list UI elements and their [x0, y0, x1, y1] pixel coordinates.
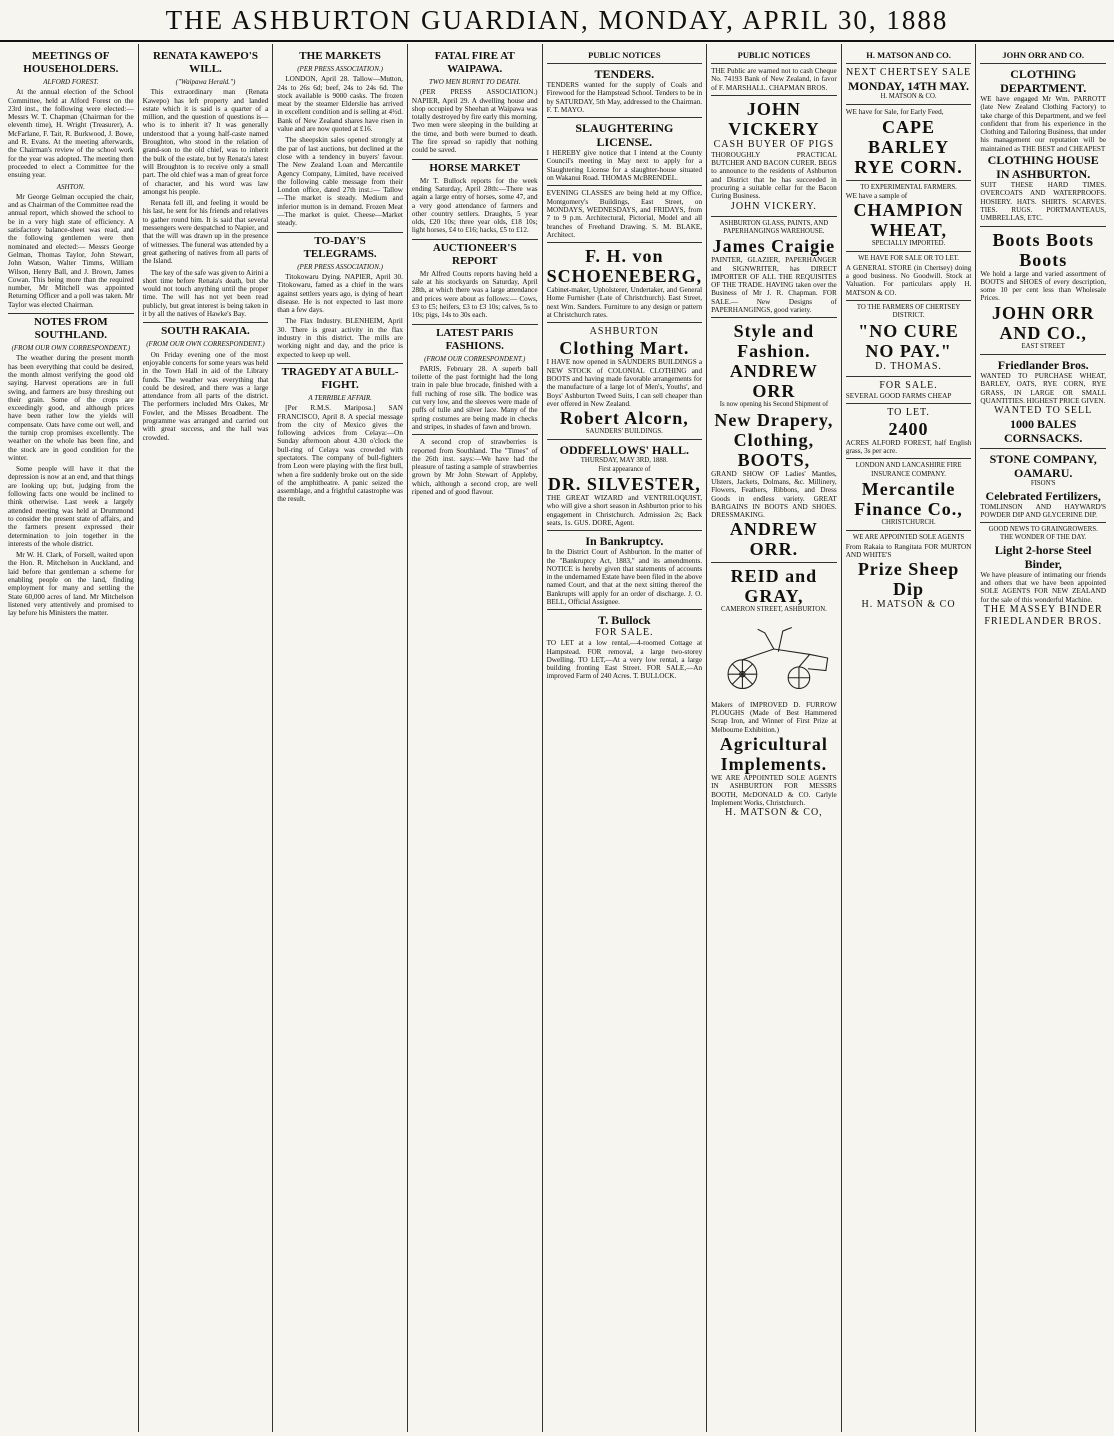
ad-signature: JOHN VICKERY. — [730, 200, 817, 212]
ad-title: LONDON AND LANCASHIRE FIRE INSURANCE COMPANY. — [855, 462, 962, 478]
ad-title: FOR SALE. — [879, 379, 938, 391]
ad-subtitle: EAST STREET — [1021, 342, 1065, 350]
ad-name: JOHN ORR AND CO., — [991, 302, 1095, 343]
advertisement — [547, 322, 703, 436]
article-title: AUCTIONEER'S REPORT — [412, 239, 538, 268]
ad-name: REID and GRAY, — [730, 566, 818, 607]
ad-name: DR. SILVESTER, — [547, 474, 701, 495]
ad-list: SUIT THESE HARD TIMES. OVERCOATS AND WATERPROOFS. HOSIERY. HATS. SHIRTS. SCARVES. TIES. RUGS. PORTMANTEAUS, UMBRELLAS, ETC. — [980, 181, 1107, 223]
ad-name: James Craigie — [712, 236, 836, 257]
article-paragraph: Mr George Gelman occupied the chair, and as Chairman of the Committee read the annual report, which showed the school to be in a very high state of efficiency. A satisfactory balance-sheet was read, and the following gentlemen were then nominated and elected:— Messrs George Gelman, Thomas Taylor, John Stewart, John Watson, Walter Timms, William Wilson, Henry Ball, and J. Brown, James Cowan. This being more than the required number, Mr Mitchell was appointed Returning Officer and a poll was taken. Mr Taylor was elected Chairman. — [8, 192, 134, 309]
ad-subtitle: CAMERON STREET, ASHBURTON. — [720, 606, 827, 614]
ad-body: SEVERAL GOOD FARMS CHEAP — [845, 391, 952, 400]
ad-big-text: CHAMPION WHEAT, — [853, 200, 964, 241]
ad-title: Clothing Mart. — [559, 338, 690, 359]
advertisement — [846, 403, 972, 456]
ad-subtitle: SPECIALLY IMPORTED. — [871, 240, 946, 248]
column-2 — [139, 44, 274, 1432]
ad-body: WE have a sample of — [845, 191, 908, 200]
ad-title: TO LET. — [887, 406, 930, 418]
article-paragraph: LONDON, April 28. Tallow—Mutton, 24s to 26s 6d; beef, 24s to 24s 6d. The stock available is 9000 casks. The frozen meat by the steamer Elderslie has arrived in excellent condition and is selling at 4½d. Bank of New Zealand shares have risen in value and are now quoted at £16. — [277, 75, 403, 134]
ad-header: T. Bullock — [598, 613, 651, 628]
advertisement — [547, 63, 703, 114]
article-paragraph: [Per R.M.S. Mariposa.] SAN FRANCISCO, April 8. A special message from the city of Mexico gives the following advices from Celaya:—On Sunday afternoon about 4.30 o'clock the bull-ring of Celaya was crowded with spectators. The company of bull-fighters from Leon were playing with the first bull, when a fire suddenly broke out on the side of the amphitheatre. A panic seized the assemblage, and a frightful catastrophe was the result. — [277, 404, 403, 504]
article-paragraph: Renata fell ill, and feeling it would be his last, he sent for his friends and relatives to gather round him. It is said that several messengers were despatched to Napier, and that the will was drawn up in the presence of witnesses. The funeral was attended by a great gathering of natives from all parts of the Island. — [142, 199, 269, 266]
article-paragraph: Mr W. H. Clark, of Forsell, waited upon the Hon. R. Mitchelson in Auckland, and laid before that gentleman a scheme for enabling people on the land, finding employment for many and settling the State 60,000 acres of land. Mr Mitchelson listened very attentively and promised to lay before his Ministers the matter. — [8, 551, 134, 618]
column-1 — [4, 44, 139, 1432]
ad-body: I HAVE now opened in SAUNDERS BUILDINGS a NEW STOCK of COLONIAL CLOTHING and BOOTS and having made favorable arrangements for the manufacture of a large lot of Men's, Youths', and Boys' Ashburton Tweed Suits, I can sell cheaper than ever offered in New Zealand. — [546, 358, 703, 408]
ad-big-number: 2400 — [888, 418, 929, 439]
column-8 — [976, 44, 1110, 1432]
article-paragraph: PARIS, February 28. A superb ball toilette of the past fortnight had the long train in pale blue brocade, finished with a full ruching of rose silk. The bodice was cut very low, and the sleeves were made of puffs of tulle and silver lace. Many of the spring costumes are being made in checks and stripes, in shades of fawn and brown. — [411, 364, 538, 431]
ad-big-text: STONE COMPANY, OAMARU. — [989, 452, 1097, 481]
ad-title: GOOD NEWS TO GRAINGROWERS. — [988, 526, 1098, 534]
column-7 — [842, 44, 977, 1432]
article-title: THE MARKETS — [299, 50, 381, 62]
ad-big-text: 1000 BALES CORNSACKS. — [1004, 417, 1083, 446]
ad-name: F. H. von SCHOENEBERG, — [546, 246, 703, 287]
ad-big-text: Celebrated Fertilizers, — [985, 488, 1101, 503]
article-title: HORSE MARKET — [412, 159, 538, 175]
ad-body: GRAND SHOW OF Ladies' Mantles, Ulsters, Jackets, Dolmans, &c. Millinery, Flowers, Feathers, Ribbons, and Dress Goods in endless variety. GREAT BARGAINS IN BOOTS AND SHOES. DRESSMAKING. — [711, 469, 837, 520]
ad-body: WANTED TO PURCHASE WHEAT, BARLEY, OATS, RYE CORN, RYE GRASS, IN LARGE OR SMALL QUANTITIES. HIGHEST PRICE GIVEN. — [980, 372, 1107, 405]
article-title: RENATA KAWEPO'S WILL. — [152, 50, 258, 75]
article-paragraph: A second crop of strawberries is reported from Southland. The "Times" of the 26th inst. says:—We have had the pleasure of tasting a sample of strawberries grown by Mr John Stewart of Appleby, which, although a second crop, are well ripened and of good flavour. — [411, 438, 538, 496]
ad-signature: SAUNDERS' BUILDINGS. — [585, 428, 663, 436]
advertisement — [711, 216, 837, 315]
ad-top: ASHBURTON — [589, 326, 659, 338]
ad-big-text: New Drapery, — [714, 409, 834, 430]
article-subtitle: ASHTON. — [56, 182, 85, 191]
advertisement — [980, 354, 1106, 445]
ad-big-text: THE MASSEY BINDER — [983, 603, 1103, 615]
article-paragraph: The Flax Industry. BLENHEIM, April 30. There is great activity in the flax industry in this district. The mills are working night and day, and the price is expected to keep up well. — [277, 317, 403, 359]
columns — [4, 44, 1110, 1432]
advertisement — [846, 300, 972, 373]
ad-signature: H. MATSON & CO, — [725, 807, 823, 819]
ad-title: CLOTHING DEPARTMENT. — [1000, 67, 1087, 95]
article-title: TRAGEDY AT A BULL-FIGHT. — [277, 363, 403, 392]
article-paragraph: On Friday evening one of the most enjoyable concerts for some years was held in the Town Hall in aid of the Library funds. The weather was everything that could be desired, and there was a large attendance from all parts of the district. The performers included Mrs Oakes, Mr Fowler, and the Misses Broadbent. The programme was arranged and carried out with great success, and the hall was crowded. — [142, 350, 269, 442]
ad-body: Cabinet-maker, Upholsterer, Undertaker, and General Home Furnisher (Late of Christchurch). East Street, next Wm. Sanders. Furniture to any design or pattern at Christchurch rates. — [546, 286, 703, 320]
ad-title: ASHBURTON GLASS, PAINTS, AND PAPERHANGINGS WAREHOUSE. — [719, 219, 829, 235]
ad-title: SLAUGHTERING LICENSE. — [575, 121, 674, 150]
ad-big-text: Agricultural Implements. — [719, 733, 828, 774]
ad-title: TO THE FARMERS OF CHERTSEY DISTRICT. — [856, 303, 961, 320]
ad-header: In Bankruptcy. — [585, 534, 664, 549]
advertisement — [547, 609, 703, 680]
ad-big-text: BOOTS, — [737, 449, 811, 470]
ad-subtitle: First appearance of — [598, 465, 651, 473]
ad-signature: FRIEDLANDER BROS. — [984, 615, 1102, 627]
advertisement — [711, 317, 837, 559]
ad-body: We hold a large and varied assortment of BOOTS and SHOES of every description, some 10 per cent less than Wholesale Prices. — [980, 269, 1107, 303]
column-header: PUBLIC NOTICES — [588, 50, 661, 60]
ad-body: In the District Court of Ashburton. In the matter of the "Bankruptcy Act, 1883," and its amendments. NOTICE is hereby given that statements of accounts in the undernamed Estate have been filed in the above named Court, and that at the next sitting thereof the Bankrupts will apply for an order of discharge. J. O. BELL, Official Assignee. — [546, 548, 703, 606]
ad-subtitle: Is now opening his Second Shipment of — [719, 401, 829, 409]
article-subtitle: (FROM OUR OWN CORRESPONDENT.) — [11, 344, 131, 353]
ad-date: THURSDAY, MAY 3RD, 1888. — [580, 457, 668, 465]
ad-title: Style and Fashion. — [733, 321, 815, 362]
ad-body: THE Public are warned not to cash Cheque No. 74193 Bank of New Zealand, in favor of F. MARSHALL. CHAPMAN BROS. — [711, 67, 837, 92]
article-paragraph: The sheepskin sales opened strongly at the par of last auctions, but declined at the close with a tendency in buyers' favour. The New Zealand Loan and Mercantile Agency Company, Limited, have received the following cable message from their London office, dated 27th inst.:— Tallow—The market is steady. Medium and inferior mutton is in demand. Frozen Meat—The market is quiet. Cheese—Market steady. — [277, 136, 403, 228]
ad-header: Friedlander Bros. — [997, 358, 1089, 373]
advertisement — [547, 439, 703, 527]
ad-title: WANTED TO SELL — [994, 405, 1093, 417]
article-subtitle: A TERRIBLE AFFAIR. — [308, 393, 372, 402]
article-paragraph: (PER PRESS ASSOCIATION.) NAPIER, April 29. A dwelling house and shop occupied by Sheehan at Waipawa was totally destroyed by fire early this morning. Two men were sleeping in the building at the time, and both were burned to death. The fire spread so rapidly that nothing could be saved. — [411, 88, 538, 155]
ad-body: PAINTER, GLAZIER, PAPERHANGER and SIGNWRITER, has DIRECT IMPORTER OF ALL THE REQUISITES OF THE TRADE. HAVING taken over the Business of Mr J. R. Chapman. FOR SALE.— New Designs of PAPERHANGINGS, good variety. — [711, 256, 837, 315]
ad-signature: H. MATSON & CO. — [880, 93, 937, 100]
article-paragraph: The key of the safe was given to Airini a short time before Renata's death, but she would not touch anything until the proper time. The will has not yet been read publicly, but great interest is being taken in it by all the natives of Hawke's Bay. — [142, 268, 269, 319]
article-paragraph: The weather during the present month has been everything that could be desired, the month almost verifying the good old saying. Harvest operations are in full swing, and farmers are busy threshing out their grain. Some of the crops are exceedingly good, and although prices have been rather low the yields will compensate. Oats have come out well, and the turnip crop promises excellently. The weather on the whole has been fine, and the stock are in good condition for the winter. — [8, 354, 134, 462]
article-subtitle: (FROM OUR OWN CORRESPONDENT.) — [146, 340, 265, 349]
ad-body: TENDERS wanted for the supply of Coals and Firewood for the Hampstead School. Tenders to be in by SATURDAY, 5th May, addressed to the Chairman. F. T. MAYO. — [546, 81, 703, 114]
column-6 — [707, 44, 842, 1432]
advertisement — [846, 104, 972, 176]
column-4 — [408, 44, 543, 1432]
advertisement — [547, 530, 703, 606]
ad-name: ANDREW ORR — [729, 361, 818, 402]
ad-body: We have pleasure of intimating our friends and others that we have been appointed SOLE AGENTS FOR NEW ZEALAND for the sale of this wonderful Machine. — [980, 570, 1107, 604]
ad-signature: ANDREW ORR. — [729, 519, 818, 560]
article-title: TO-DAY'S TELEGRAMS. — [277, 232, 403, 261]
ad-body: From Rakaia to Rangitata FOR MURTON AND WHITE'S — [845, 542, 972, 559]
ad-big-text: Prize Sheep Dip — [857, 559, 960, 600]
article-subtitle: ALFORD FOREST. — [43, 78, 99, 86]
article-paragraph: At the annual election of the School Committee, held at Alford Forest on the 23rd inst., the following were elected:— Messrs W. T. Chapman (Chairman for the eleventh time), H. Wright (Treasurer), A. McFarlane, F. Tait, R. Burkwood, J. Bowe, and R. Evans. At the meeting afterwards, the Chairman's review of the school work for the year was adopted. The meeting then proceeded to elect a Committee for the ensuing year. — [8, 88, 134, 180]
ad-big-text: CLOTHING HOUSE IN ASHBURTON. — [987, 153, 1099, 182]
advertisement — [711, 562, 837, 819]
ad-subtitle: CHRISTCHURCH. — [881, 519, 936, 527]
column-5 — [543, 44, 708, 1432]
ad-body: I HEREBY give notice that I intend at the County Council's meeting in May next to apply for a Slaughtering License for a slaughter-house situated on Wakanui Road. THOMAS McBRENDEL. — [546, 149, 703, 183]
article-subtitle: (PER PRESS ASSOCIATION.) — [297, 65, 383, 73]
ad-body: TOMLINSON AND HAYWARD'S POWDER DIP AND GLYCERINE DIP. — [980, 502, 1107, 519]
advertisement — [980, 226, 1106, 351]
advertisement — [711, 63, 837, 92]
advertisement — [547, 185, 703, 239]
ad-body: Makers of IMPROVED D. FURROW PLOUGHS (Made of Best Hammered Scrap Iron, and Winner of First Prize at Melbourne Exhibition.) — [711, 700, 837, 734]
ad-title: WE HAVE FOR SALE OR TO LET. — [858, 255, 959, 263]
advertisement — [980, 63, 1106, 223]
plough-illustration — [711, 618, 837, 698]
ad-name: JOHN VICKERY — [728, 98, 820, 139]
article-paragraph: Some people will have it that the depression is now at an end, and that things are looking up; but, judging from the following facts one would be inclined to think otherwise. Last week a largely attended meeting was held at Drummond to consider the present state of affairs, and the farmers present expressed their determination to join together in the interests of the whole district. — [8, 465, 134, 548]
ad-big-text: CAPE BARLEY — [868, 116, 950, 157]
article-title: LATEST PARIS FASHIONS. — [412, 324, 538, 353]
advertisement — [846, 63, 972, 101]
ad-big-text: Boots Boots Boots — [992, 229, 1094, 270]
advertisement — [980, 448, 1106, 519]
ad-title: TENDERS. — [594, 67, 655, 81]
ad-name: Robert Alcorn, — [559, 408, 689, 429]
article-title: SOUTH RAKAIA. — [143, 322, 269, 338]
article-subtitle: (FROM OUR CORRESPONDENT.) — [424, 354, 526, 363]
ad-body: WE have for Sale, for Early Feed, — [845, 108, 944, 117]
ad-body: ACRES ALFORD FOREST, half English grass, 3s per acre. — [845, 438, 972, 456]
article-subtitle: ("Waipawa Herald.") — [175, 78, 236, 86]
advertisement — [547, 117, 703, 182]
ad-body: EVENING CLASSES are being held at my Office, Montgomery's Buildings, East Street, on MONDAYS, WEDNESDAYS, and FRIDAYS, from 7 to 9 p.m. Architectural, Pictorial, Model and all branches of Freehand Drawing. S. M. BLAKE, Architect. — [546, 189, 703, 239]
article-paragraph: This extraordinary man (Renata Kawepo) has left property and landed estate which it is said is a quarter of a million, and the question of questions is—who is to inherit it? It was generally understood that a young half-caste named Broughton, who stood in the relation of grand-son to the old chief, was to inherit the bulk of the estate, but by Renata's latest will Broughton is to receive only a small part. The old chief was a man of great force of character, and his word was law amongst his people. — [142, 88, 269, 196]
advertisement — [547, 242, 703, 319]
article-paragraph: Titokowaru Dying. NAPIER, April 30. Titokowaru, famed as a chief in the wars against settlers years ago, is dying of heart disease. He is not expected to last more than a few days. — [277, 272, 403, 315]
ad-title: FOR SALE. — [595, 627, 654, 639]
ad-title: WE ARE APPOINTED SOLE AGENTS — [852, 534, 965, 542]
article-title: MEETINGS OF HOUSEHOLDERS. — [23, 50, 119, 75]
ad-body: WE ARE APPOINTED SOLE AGENTS IN ASHBURTON FOR MESSRS BOOTH, McDONALD & CO. Carlyle Implement Works, Christchurch. — [711, 773, 837, 807]
ad-big-text: "NO CURE NO PAY." — [858, 320, 959, 361]
ad-big-text: Mercantile Finance Co., — [854, 479, 963, 520]
column-header: JOHN ORR AND CO. — [1002, 50, 1085, 60]
ad-body: THOROUGHLY PRACTICAL BUTCHER AND BACON CURER. BEGS to announce to the residents of Ashburton and District that he has succeeded in procuring a suitable cellar for the Bacon Curing Business. — [711, 150, 837, 201]
column-3 — [273, 44, 408, 1432]
ad-subtitle: FISON'S — [1030, 480, 1056, 488]
advertisement — [846, 376, 972, 400]
article-paragraph: Mr T. Bullock reports for the week ending Saturday, April 28th:—There was again a large entry of horses, some 47, and a very good attendance of farmers and other country settlers. Draughts, 5 year olds, £20 10s; three year olds, £18 10s; light horses, £4 to £16; hacks, £5 to £12. — [411, 176, 538, 235]
advertisement — [846, 530, 972, 611]
advertisement — [711, 95, 837, 213]
ad-body: A GENERAL STORE (in Chertsey) doing a good business. No Goodwill. Stock at Valuation. For particulars apply H. MATSON & CO. — [845, 263, 972, 297]
ad-date: MONDAY, 14TH MAY. — [848, 79, 970, 93]
column-header: PUBLIC NOTICES — [737, 50, 811, 60]
ad-body: THE GREAT WIZARD and VENTRILOQUIST, who will give a short season in Ashburton prior to his engagement in Christchurch. Admission 2s; Back seats, 1s. GUS. DORE, Agent. — [546, 494, 703, 527]
advertisement — [980, 522, 1106, 628]
ad-signature: D. THOMAS. — [875, 360, 942, 372]
ad-title: ODDFELLOWS' HALL. — [559, 443, 689, 458]
ad-big-text: Light 2-horse Steel Binder, — [994, 542, 1092, 571]
ad-big-text: Clothing, — [733, 429, 815, 450]
ad-subtitle: CASH BUYER OF PIGS — [713, 138, 835, 150]
advertisement — [846, 251, 972, 296]
article-subtitle: (PER PRESS ASSOCIATION.) — [297, 262, 383, 271]
masthead-title: THE ASHBURTON GUARDIAN, MONDAY, APRIL 30, 1888 — [165, 5, 949, 35]
ad-big-text: RYE CORN. — [854, 156, 963, 177]
article-subtitle: TWO MEN BURNT TO DEATH. — [429, 78, 521, 86]
advertisement — [846, 180, 972, 249]
column-header: H. MATSON AND CO. — [866, 50, 951, 60]
ad-body: TO LET at a low rental,—4-roomed Cottage at Hampstead. FOR removal, a large two-storey Dwelling. TO LET,—At a very low rental, a large building fronting East Street. FOR SALE,—An improved Farm of 240 Acres. T. BULLOCK. — [546, 639, 703, 681]
ad-signature: H. MATSON & CO — [861, 599, 956, 611]
advertisement — [846, 458, 972, 527]
ad-subtitle: THE WONDER OF THE DAY. — [999, 534, 1087, 542]
ad-title: TO EXPERIMENTAL FARMERS. — [860, 183, 957, 191]
article-title: NOTES FROM SOUTHLAND. — [8, 313, 134, 342]
divider — [412, 434, 538, 435]
article-title: FATAL FIRE AT WAIPAWA. — [434, 50, 515, 75]
ad-title: NEXT CHERTSEY SALE — [845, 67, 972, 78]
ad-body: WE have engaged Mr Wm. PARROTT (late New Zealand Clothing Factory) to take charge of this Department, and we feel confident that from his experience in the Clothing and Tailoring Business, that under his management our reputation will be maintained as THE BEST and CHEAPEST — [980, 95, 1107, 153]
masthead — [0, 0, 1114, 42]
article-paragraph: Mr Alfred Coutts reports having held a sale at his stockyards on Saturday, April 28th, at which there was a large attendance and prices were about as follows:— Cows, £3 to £5; heifers, £3 to £3 10s; calves, 5s to 10s; pigs, 14s to 30s each. — [411, 269, 538, 320]
